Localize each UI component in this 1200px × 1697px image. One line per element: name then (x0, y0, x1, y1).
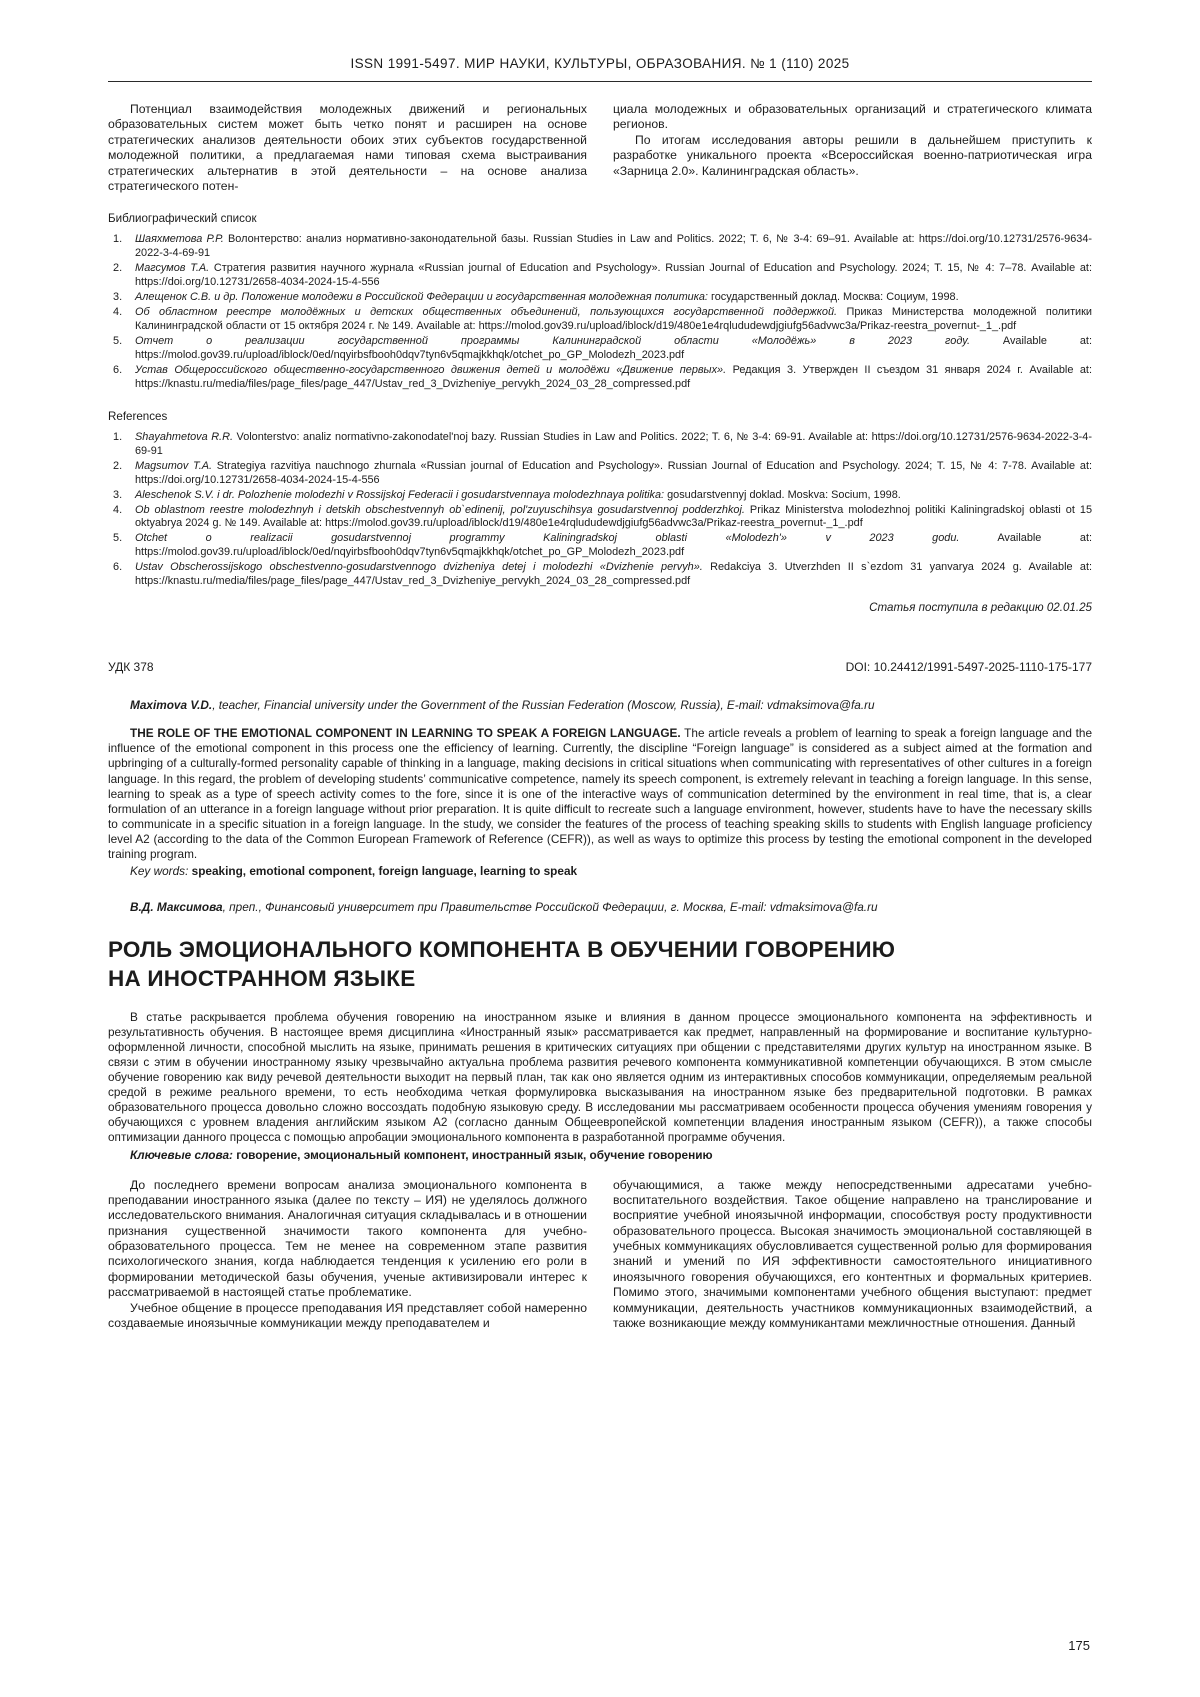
paragraph: Учебное общение в процессе преподавания ИЯ представляет собой намеренно создаваемые иноязычные коммуникации между преподавателем и (108, 1300, 587, 1330)
paragraph: Потенциал взаимодействия молодежных движений и региональных образовательных систем может быть четко понят и расширен на основе стратегических анализов деятельности обоих этих субъектов государственной молодежной политики, а предлагаемая нами типовая схема выстраивания стратегических альтернатив в этой деятельности – на основе анализа стратегического потен- (108, 102, 587, 193)
reference-details: Available at: https://molod.gov39.ru/upload/iblock/0ed/nqyirbsfbooh0dqv7tyn6v5qmajkkhqk/otchet_po_GP_Molodezh_2023.pdf (135, 334, 1092, 361)
reference-item (108, 262, 1092, 290)
author-line-en (108, 698, 1092, 712)
reference-title: Shayahmetova R.R. (135, 430, 233, 443)
references-list (108, 431, 1092, 589)
reference-item (108, 489, 1092, 503)
article-title-en: THE ROLE OF THE EMOTIONAL COMPONENT IN LEARNING TO SPEAK A FOREIGN LANGUAGE. (130, 726, 681, 741)
udk-code: УДК 378 (108, 660, 154, 675)
bibliography-heading: Библиографический список (108, 212, 257, 226)
abstract-ru: В статье раскрывается проблема обучения говорению на иностранном языке и влияния в данном процессе эмоционального компонента на эффективность и результативность обучения. В настоящее время дисциплина «Иностранный язык» рассматривается как предмет, направленный на формирование и воспитание культурно-оформленной личности, способной мыслить на языке, принимать решения в критических ситуациях при общении с представителями других культур на иностранном языке. В связи с этим в обучении иностранному языку чрезвычайно актуальна проблема развития речевого компонента коммуникативной компетенции обучающихся. В этом смысле обучение говорению как виду речевой деятельности выходит на первый план, так как оно является одним из интерактивных способов коммуникации, определяемым реальной средой в режиме реального времени, то есть необходима четкая формулировка высказывания на иностранном языке без предварительной подготовки. В рамках образовательного процесса довольно сложно воссоздать подобную языковую среду. В исследовании мы рассматриваем особенности процесса обучения умениям говорения у обучающихся с уровнем владения английским языком А2 (согласно данным Общеевропейской компетенции владения иностранным языком (CEFR)), а также способы оптимизации данного процесса с помощью апробации эмоционального компонента в разработанной программе обучения. (108, 1009, 1092, 1145)
previous-article-tail (108, 102, 1092, 194)
reference-details: Redakciya 3. Utverzhden II s`ezdom 31 yanvarya 2024 g. Available at: https://knastu.ru/media/files/page_files/page_447/Ustav_red_3_Dvizheniye_pervykh_2024_03_28_compressed.pdf (135, 561, 1092, 588)
article-title-ru-line1: РОЛЬ ЭМОЦИОНАЛЬНОГО КОМПОНЕНТА В ОБУЧЕНИИ ГОВОРЕНИЮ (108, 937, 896, 963)
reference-title: Magsumov T.A. (135, 459, 213, 472)
reference-title: Магсумов Т.А. (135, 262, 210, 275)
reference-item (108, 504, 1092, 532)
article-title-ru (108, 936, 1092, 994)
reference-title: Об областном реестре молодёжных и детских общественных объединений, пользующихся государственной поддержкой. (135, 306, 838, 319)
reference-title: Шаяхметова Р.Р. (135, 233, 224, 246)
reference-details: Volonterstvo: analiz normativno-zakonodatel'noj bazy. Russian Studies in Law and Politics. 2022; T. 6, № 3-4: 69-91. Available at: https://doi.org/10.12731/2576-9634-2022-3-4-69-91 (135, 430, 1092, 457)
reference-details: Strategiya razvitiya nauchnogo zhurnala «Russian journal of Education and Psychology». Russian Journal of Education and Psychology. 2024; T. 15, № 4: 7-78. Available at: https://doi.org/10.12731/2658-4034-2024-15-4-556 (135, 459, 1092, 486)
doi: DOI: 10.24412/1991-5497-2025-1110-175-177 (845, 660, 1092, 675)
paragraph: обучающимися, а также между непосредственными адресатами учебно-воспитательного воздействия. Такое общение направлено на транслирование и восприятие учебной иноязычной информации, способствуя росту продуктивности образовательного процесса. Высокая значимость эмоциональной составляющей в учебных коммуникациях обусловливается существенной ролью для формирования знаний и умений по ИЯ эффективности самостоятельного инициативного иноязычного говорения обучающихся, его контентных и формальных критериев. Помимо этого, значимыми компонентами учебного общения выступают: предмет коммуникации, деятельность участников коммуникационных взаимодействий, а также возникающие между коммуникантами межличностные отношения. Данный (613, 1177, 1092, 1330)
abstract-en-text: The article reveals a problem of learning to speak a foreign language and the influence of the emotional component in this process one the efficiency of learning. Currently, the discipline “Foreign language” is considered as a subject aimed at the formation and upbringing of a culturally-formed personality capable of thinking in a language, making decisions in critical situations when communicating with representatives of other cultures in a foreign language. In this regard, the problem of developing students’ communicative competence, namely its speech component, is extremely relevant in teaching a foreign language. In this sense, learning to speak as a type of speech activity comes to the fore, since it is one of the interactive ways of communication determined by the environment in real time, that is, a clear formulation of an utterance in a foreign language without prior preparation. It is quite difficult to recreate such a language environment, however, students have to have the necessary skills to communicate in a specific situation in a foreign language. In the study, we consider the features of the process of teaching speaking skills to students with English language proficiency level A2 (according to the data of the Common European Framework of Reference (CEFR)), as well as ways to optimize this process by testing the emotional component in the developed training program. (108, 726, 1093, 861)
reference-item (108, 532, 1092, 560)
received-date-note: Статья поступила в редакцию 02.01.25 (869, 601, 1092, 615)
reference-details: Available at: https://molod.gov39.ru/upload/iblock/0ed/nqyirbsfbooh0dqv7tyn6v5qmajkkhqk/otchet_po_GP_Molodezh_2023.pdf (135, 532, 1092, 559)
paragraph: циала молодежных и образовательных организаций и стратегического климата регионов. (613, 102, 1092, 132)
references-heading: References (108, 409, 168, 423)
reference-title: Otchet o realizacii gosudarstvennoj programmy Kaliningradskoj oblasti «Molodezh'» v 2023 godu. (135, 532, 960, 545)
author-affiliation-en: , teacher, Financial university under the Government of the Russian Federation (Moscow, Russia), E-mail: vdmaksimova@fa.ru (212, 698, 875, 713)
article-meta-row (108, 660, 1092, 674)
keywords-ru-label: Ключевые слова: (130, 1147, 233, 1162)
reference-item (108, 233, 1092, 261)
reference-item (108, 561, 1092, 589)
author-affiliation-ru: , преп., Финансовый университет при Правительстве Российской Федерации, г. Москва, E-mail: vdmaksimova@fa.ru (222, 900, 878, 915)
reference-title: Ob oblastnom reestre molodezhnyh i detskih obschestvennyh ob`edinenij, pol'zuyuschihsya gosudarstvennoj podderzhkoj. (135, 503, 745, 516)
keywords-en-value: speaking, emotional component, foreign language, learning to speak (188, 864, 578, 879)
reference-details: Волонтерство: анализ нормативно-законодательной базы. Russian Studies in Law and Politics. 2022; Т. 6, № 3-4: 69–91. Available at: https://doi.org/10.12731/2576-9634-2022-3-4-69-91 (135, 233, 1092, 260)
prev-article-right-column (613, 102, 1092, 194)
reference-item (108, 335, 1092, 363)
keywords-en-label: Key words: (130, 864, 189, 879)
reference-item (108, 306, 1092, 334)
keywords-ru (108, 1148, 1092, 1162)
prev-article-left-column (108, 102, 587, 194)
reference-title: Ustav Obscherossijskogo obschestvenno-gosudarstvennogo dvizheniya detej i molodezhi «Dvizhenie pervyh». (135, 561, 703, 574)
reference-title: Алещенок С.В. и др. Положение молодежи в Российской Федерации и государственная молодежная политика: (135, 291, 708, 304)
paragraph: До последнего времени вопросам анализа эмоционального компонента в преподавании иностранного языка (далее по тексту – ИЯ) не уделялось должного исследовательского внимания. Аналогичная ситуация складывалась и в отношении признания существенной значимости такого компонента для учебно-образовательного процесса. Тем не менее на современном этапе развития психологического знания, когда наблюдается тенденция к усилению его роли в формировании методической базы обучения, ученые активизировали интерес к рассматриваемой в настоящей статье проблематике. (108, 1177, 587, 1300)
article-title-ru-line2: НА ИНОСТРАННОМ ЯЗЫКЕ (108, 965, 416, 991)
keywords-en (108, 864, 1092, 878)
reference-details: Редакция 3. Утвержден II съездом 31 января 2024 г. Available at: https://knastu.ru/media/files/page_files/page_447/Ustav_red_3_Dvizheniye_pervykh_2024_03_28_compressed.pdf (135, 363, 1092, 390)
reference-title: Устав Общероссийского общественно-государственного движения детей и молодёжи «Движение первых». (135, 363, 727, 376)
author-name-ru: В.Д. Максимова (130, 900, 223, 915)
abstract-en (108, 726, 1092, 862)
keywords-ru-value: говорение, эмоциональный компонент, иностранный язык, обучение говорению (232, 1147, 713, 1162)
body-right-column (613, 1178, 1092, 1332)
reference-details: gosudarstvennyj doklad. Moskva: Socium, 1998. (664, 488, 901, 501)
reference-details: Приказ Министерства молодежной политики Калининградской области от 15 октября 2024 г. № 149. Available at: https://molod.gov39.ru/upload/iblock/d19/480e1e4rqlududewdjgiufg56advwc3a/Prikaz-reestra_povernut-_1_.pdf (135, 306, 1092, 332)
reference-item (108, 431, 1092, 459)
article-body (108, 1178, 1092, 1332)
reference-title: Отчет о реализации государственной программы Калининградской области «Молодёжь» в 2023 году. (135, 334, 970, 347)
reference-item (108, 291, 1092, 305)
reference-details: государственный доклад. Москва: Социум, 1998. (707, 291, 959, 304)
reference-item (108, 364, 1092, 392)
author-line-ru (108, 900, 1092, 914)
bibliography-list (108, 233, 1092, 391)
reference-title: Aleschenok S.V. i dr. Polozhenie molodezhi v Rossijskoj Federacii i gosudarstvennaya molodezhnaya politika: (135, 488, 665, 501)
reference-details: Prikaz Ministerstva molodezhnoj politiki Kaliningradskoj oblasti ot 15 oktyabrya 2024 g. № 149. Available at: https://molod.gov39.ru/upload/iblock/d19/480e1e4rqlududewdjgiufg56advwc3a/Prikaz-reestra_povernut-_1_.pdf (135, 503, 1092, 530)
journal-header: ISSN 1991-5497. МИР НАУКИ, КУЛЬТУРЫ, ОБРАЗОВАНИЯ. № 1 (110) 2025 (108, 56, 1092, 82)
author-name-en: Maximova V.D. (130, 698, 213, 713)
page-number: 175 (1068, 1638, 1090, 1653)
paragraph: По итогам исследования авторы решили в дальнейшем приступить к разработке уникального проекта «Всероссийская военно-патриотическая игра «Зарница 2.0». Калининградская область». (613, 132, 1092, 178)
reference-item (108, 460, 1092, 488)
reference-details: Стратегия развития научного журнала «Russian journal of Education and Psychology». Russian Journal of Education and Psychology. 2024; Т. 15, № 4: 7–78. Available at: https://doi.org/10.12731/2658-4034-2024-15-4-556 (135, 262, 1092, 289)
body-left-column (108, 1178, 587, 1332)
